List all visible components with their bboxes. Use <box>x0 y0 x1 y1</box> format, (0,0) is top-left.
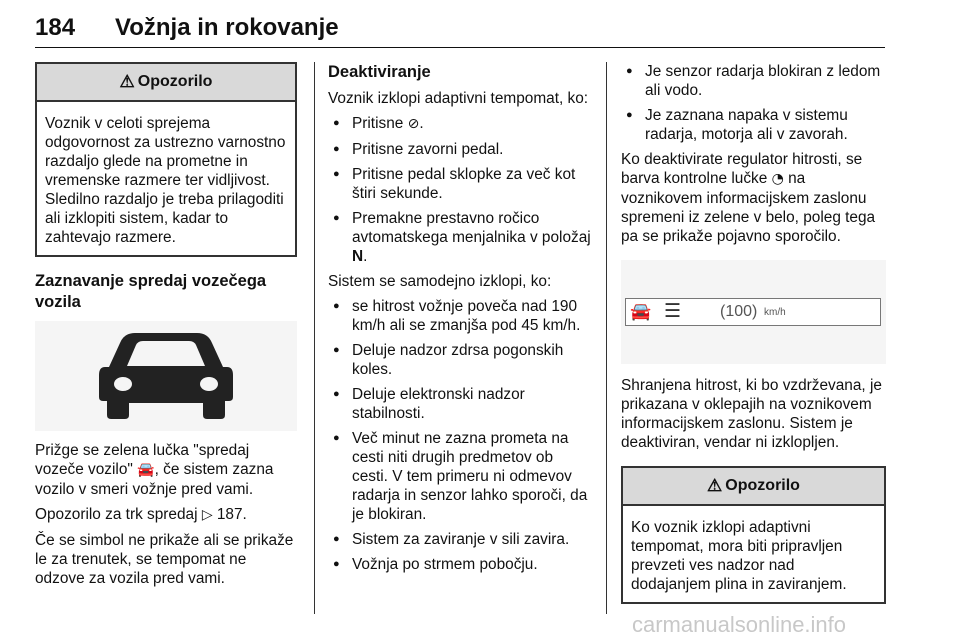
paragraph-indicator: Ko deaktivirate regulator hitrosti, se barva kontrolne lučke ◔ na voznikovem informacijskem zaslonu spremeni iz zelene v belo, poleg tega pa se prikaže pojavno sporočilo. <box>621 151 876 245</box>
column-3 <box>621 62 886 618</box>
vehicle-ahead-illustration <box>35 321 297 431</box>
list-item: ● Deluje nadzor zdrsa pogonskih koles. <box>328 341 593 379</box>
auto-deactivation-intro: Sistem se samodejno izklopi, ko: <box>328 273 552 290</box>
paragraph-stored-speed: Shranjena hitrost, ki bo vzdrževana, je prikazana v oklepajih na voznikovem informacijskem zaslonu. Sistem je deaktiviran, vendar ni izklopljen. <box>621 377 882 451</box>
warning-triangle-icon: ⚠ <box>119 72 135 91</box>
deactivation-list <box>328 114 593 266</box>
watermark: carmanualsonline.info <box>632 612 847 637</box>
list-item: ● Je zaznana napaka v sistemu radarja, motorja ali v zavorah. <box>621 106 886 144</box>
warning-box <box>621 466 886 604</box>
paragraph-collision-ref: Opozorilo za trk spredaj ▷ 187. <box>35 506 247 523</box>
column-divider <box>314 62 315 614</box>
header-rule <box>35 47 885 48</box>
column-1 <box>35 62 297 594</box>
section-heading-deactivation: Deaktiviranje <box>328 63 431 81</box>
list-item: ● Pritisne zavorni pedal. <box>328 140 593 159</box>
auto-deactivation-list <box>328 297 593 574</box>
warning-box <box>35 62 297 257</box>
list-item: ● Pritisne pedal sklopke za več kot štiri sekunde. <box>328 165 593 203</box>
warning-text: Ko voznik izklopi adaptivni tempomat, mora biti pripravljen prevzeti ves nadzor nad dodajanjem plina in zaviranjem. <box>631 519 847 593</box>
warning-title: Opozorilo <box>137 73 213 90</box>
warning-title: Opozorilo <box>725 477 800 494</box>
page-reference-icon[interactable]: ▷ <box>201 507 213 523</box>
section-heading: Zaznavanje spredaj vozečega vozila <box>35 272 267 311</box>
cruise-control-icon: ◔ <box>771 171 784 187</box>
column-2 <box>328 62 593 580</box>
vehicle-ahead-icon <box>35 321 297 431</box>
chapter-title: Vožnja in rokovanje <box>115 14 339 41</box>
speed-unit: km/h <box>764 307 786 318</box>
warning-text: Voznik v celoti sprejema odgovornost za ustrezno varnostno razdaljo glede na prometne in vremenske razmere ter vidljivost. Sledilno razdaljo je treba prilagoditi ali izklopiti sistem, kadar to zahtevajo razmere. <box>45 115 286 246</box>
display-bar <box>625 298 881 326</box>
list-item: ● Sistem za zaviranje v sili zavira. <box>328 530 593 549</box>
stored-speed: (100) <box>720 303 758 320</box>
page-header <box>35 10 885 46</box>
list-item: ● Vožnja po strmem pobočju. <box>328 555 593 574</box>
column-divider <box>606 62 607 614</box>
list-item: ● se hitrost vožnje poveča nad 190 km/h ali se zmanjša pod 45 km/h. <box>328 297 593 335</box>
vehicle-ahead-icon: 🚘 <box>630 302 652 321</box>
list-item: ● Pritisne ⊘. <box>328 114 593 134</box>
page-number: 184 <box>35 14 76 41</box>
warning-header <box>37 64 295 102</box>
vehicle-ahead-icon: 🚘 <box>137 462 155 478</box>
deactivation-intro: Voznik izklopi adaptivni tempomat, ko: <box>328 90 589 107</box>
following-distance-icon: ☰ <box>664 301 682 322</box>
warning-triangle-icon: ⚠ <box>707 476 723 495</box>
warning-header <box>623 468 884 506</box>
paragraph-vehicle-ahead: Prižge se zelena lučka "spredaj vozeče vozilo" 🚘, če sistem zazna vozilo v smeri vožnje pred vami. <box>35 442 274 498</box>
driver-info-display-illustration <box>621 260 886 364</box>
continued-list <box>621 62 886 144</box>
list-item: ● Deluje elektronski nadzor stabilnosti. <box>328 385 593 423</box>
cruise-cancel-icon: ⊘ <box>407 116 420 132</box>
list-item: ● Je senzor radarja blokiran z ledom ali vodo. <box>621 62 886 100</box>
list-item: ● Premakne prestavno ročico avtomatskega menjalnika v položaj N. <box>328 209 593 266</box>
list-item: ● Več minut ne zazna prometa na cesti niti drugih predmetov ob cesti. V tem primeru ni odmevov radarja in senzor lahko sporoči, da je blokiran. <box>328 429 593 524</box>
paragraph-symbol: Če se simbol ne prikaže ali se prikaže le za trenutek, se tempomat ne odzove za vozila pred vami. <box>35 532 294 587</box>
